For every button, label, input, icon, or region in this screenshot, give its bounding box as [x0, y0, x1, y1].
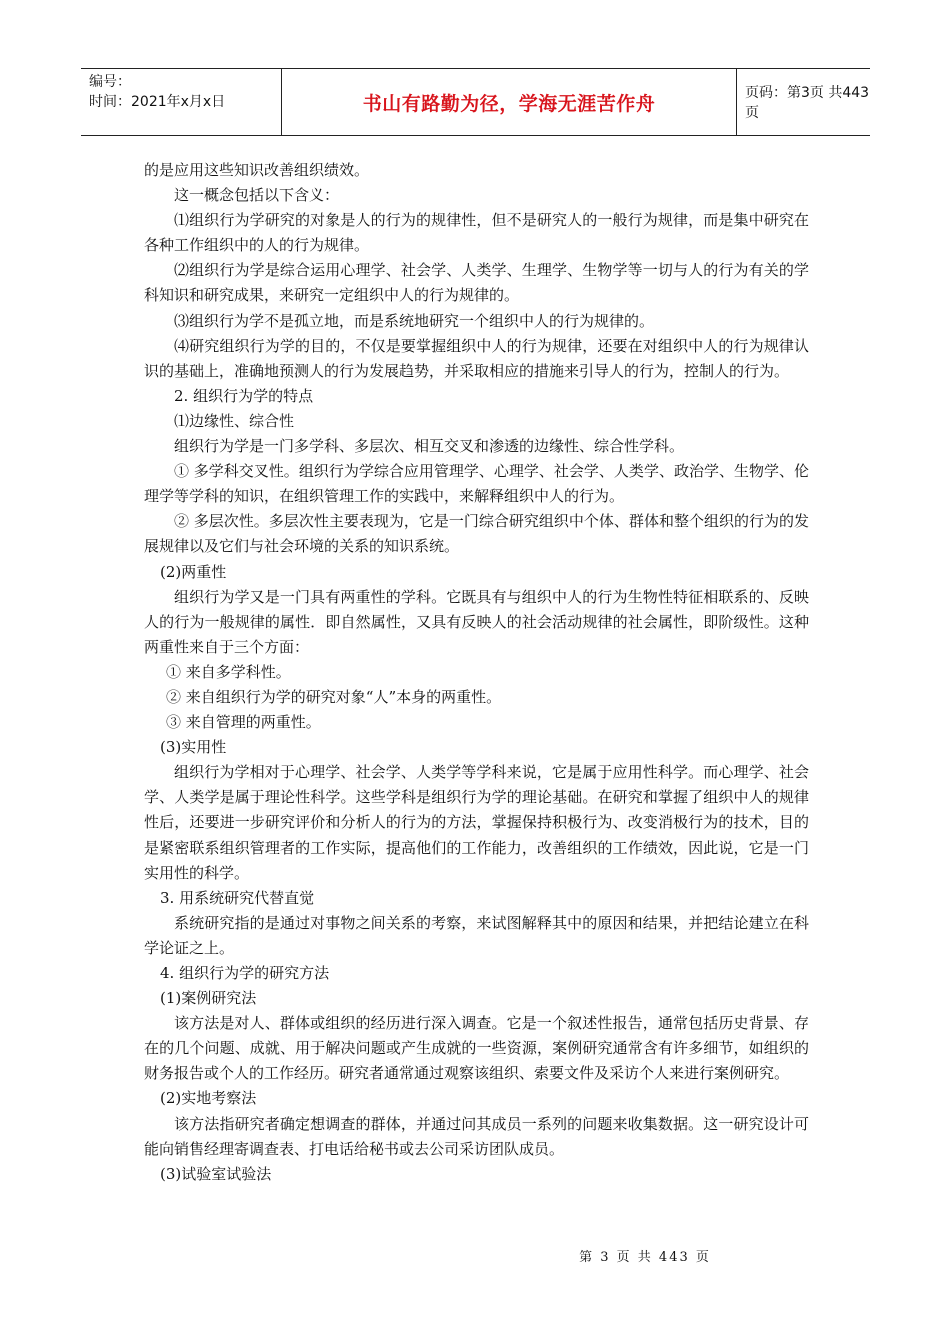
paragraph: 系统研究指的是通过对事物之间关系的考察，来试图解释其中的原因和结果，并把结论建立在科学论证之上。 — [144, 913, 809, 957]
doc-number-label: 编号： — [89, 74, 131, 90]
header-motto: 书山有路勤为径，学海无涯苦作舟 — [282, 69, 737, 135]
paragraph: ② 多层次性。多层次性主要表现为，它是一门综合研究组织中个体、群体和整个组织的行为的发展规律以及它们与社会环境的关系的知识系统。 — [144, 512, 809, 556]
subsection-heading: (2)实地考察法 — [160, 1089, 257, 1108]
section-heading: 3. 用系统研究代替直觉 — [160, 888, 315, 907]
subsection-heading: (1)案例研究法 — [160, 989, 257, 1008]
footer-page-number: 第 3 页 共 443 页 — [579, 1250, 711, 1265]
paragraph: ⑶组织行为学不是孤立地，而是系统地研究一个组织中人的行为规律的。 — [174, 311, 655, 330]
document-body — [144, 158, 809, 1187]
paragraph: 该方法是对人、群体或组织的经历进行深入调查。它是一个叙述性报告，通常包括历史背景、存在的几个问题、成就、用于解决问题或产生成就的一些资源，案例研究通常含有许多细节，如组织的财务报告或个人的工作经历。研究者通常通过观察该组织、索要文件及采访个人来进行案例研究。 — [144, 1014, 809, 1083]
header-page-label: 页码：第3页 共443页 — [745, 85, 870, 121]
paragraph: ⑵组织行为学是综合运用心理学、社会学、人类学、生理学、生物学等一切与人的行为有关的学科知识和研究成果，来研究一定组织中人的行为规律的。 — [144, 261, 809, 305]
page-header — [81, 68, 870, 136]
paragraph: 这一概念包括以下含义： — [174, 186, 340, 205]
doc-date-label: 时间：2021年x月x日 — [89, 94, 226, 110]
paragraph: 的是应用这些知识改善组织绩效。 — [144, 161, 370, 179]
paragraph: 组织行为学又是一门具有两重性的学科。它既具有与组织中人的行为生物性特征相联系的、反映人的行为一般规律的属性．即自然属性，又具有反映人的社会活动规律的社会属性，即阶级性。这种两重性来自于三个方面： — [144, 587, 809, 656]
list-item: ③ 来自管理的两重性。 — [166, 713, 321, 732]
subsection-heading: ⑴边缘性、综合性 — [174, 411, 295, 430]
paragraph: ① 多学科交叉性。组织行为学综合应用管理学、心理学、社会学、人类学、政治学、生物学、伦理学等学科的知识，在组织管理工作的实践中，来解释组织中人的行为。 — [144, 462, 809, 506]
paragraph: 该方法指研究者确定想调查的群体，并通过问其成员一系列的问题来收集数据。这一研究设计可能向销售经理寄调查表、打电话给秘书或去公司采访团队成员。 — [144, 1114, 809, 1158]
paragraph: 组织行为学相对于心理学、社会学、人类学等学科来说，它是属于应用性科学。而心理学、社会学、人类学是属于理论性科学。这些学科是组织行为学的理论基础。在研究和掌握了组织中人的规律性后，还要进一步研究评价和分析人的行为的方法，掌握保持积极行为、改变消极行为的技术，目的是紧密联系组织管理者的工作实际，提高他们的工作能力，改善组织的工作绩效，因此说，它是一门实用性的科学。 — [144, 763, 809, 882]
subsection-heading: (3)试验室试验法 — [160, 1164, 272, 1183]
header-meta — [81, 69, 282, 135]
section-heading: 2. 组织行为学的特点 — [174, 386, 314, 405]
paragraph: 组织行为学是一门多学科、多层次、相互交叉和渗透的边缘性、综合性学科。 — [174, 437, 685, 456]
page-footer — [0, 1246, 950, 1265]
subsection-heading: (3)实用性 — [160, 738, 227, 757]
list-item: ① 来自多学科性。 — [166, 662, 291, 681]
paragraph: ⑷研究组织行为学的目的，不仅是要掌握组织中人的行为规律，还要在对组织中人的行为规律认识的基础上，准确地预测人的行为发展趋势，并采取相应的措施来引导人的行为，控制人的行为。 — [144, 336, 809, 380]
section-heading: 4. 组织行为学的研究方法 — [160, 964, 330, 982]
paragraph: ⑴组织行为学研究的对象是人的行为的规律性，但不是研究人的一般行为规律，而是集中研究在各种工作组织中的人的行为规律。 — [144, 211, 809, 255]
subsection-heading: (2)两重性 — [160, 562, 227, 581]
list-item: ② 来自组织行为学的研究对象“人”本身的两重性。 — [166, 687, 502, 706]
